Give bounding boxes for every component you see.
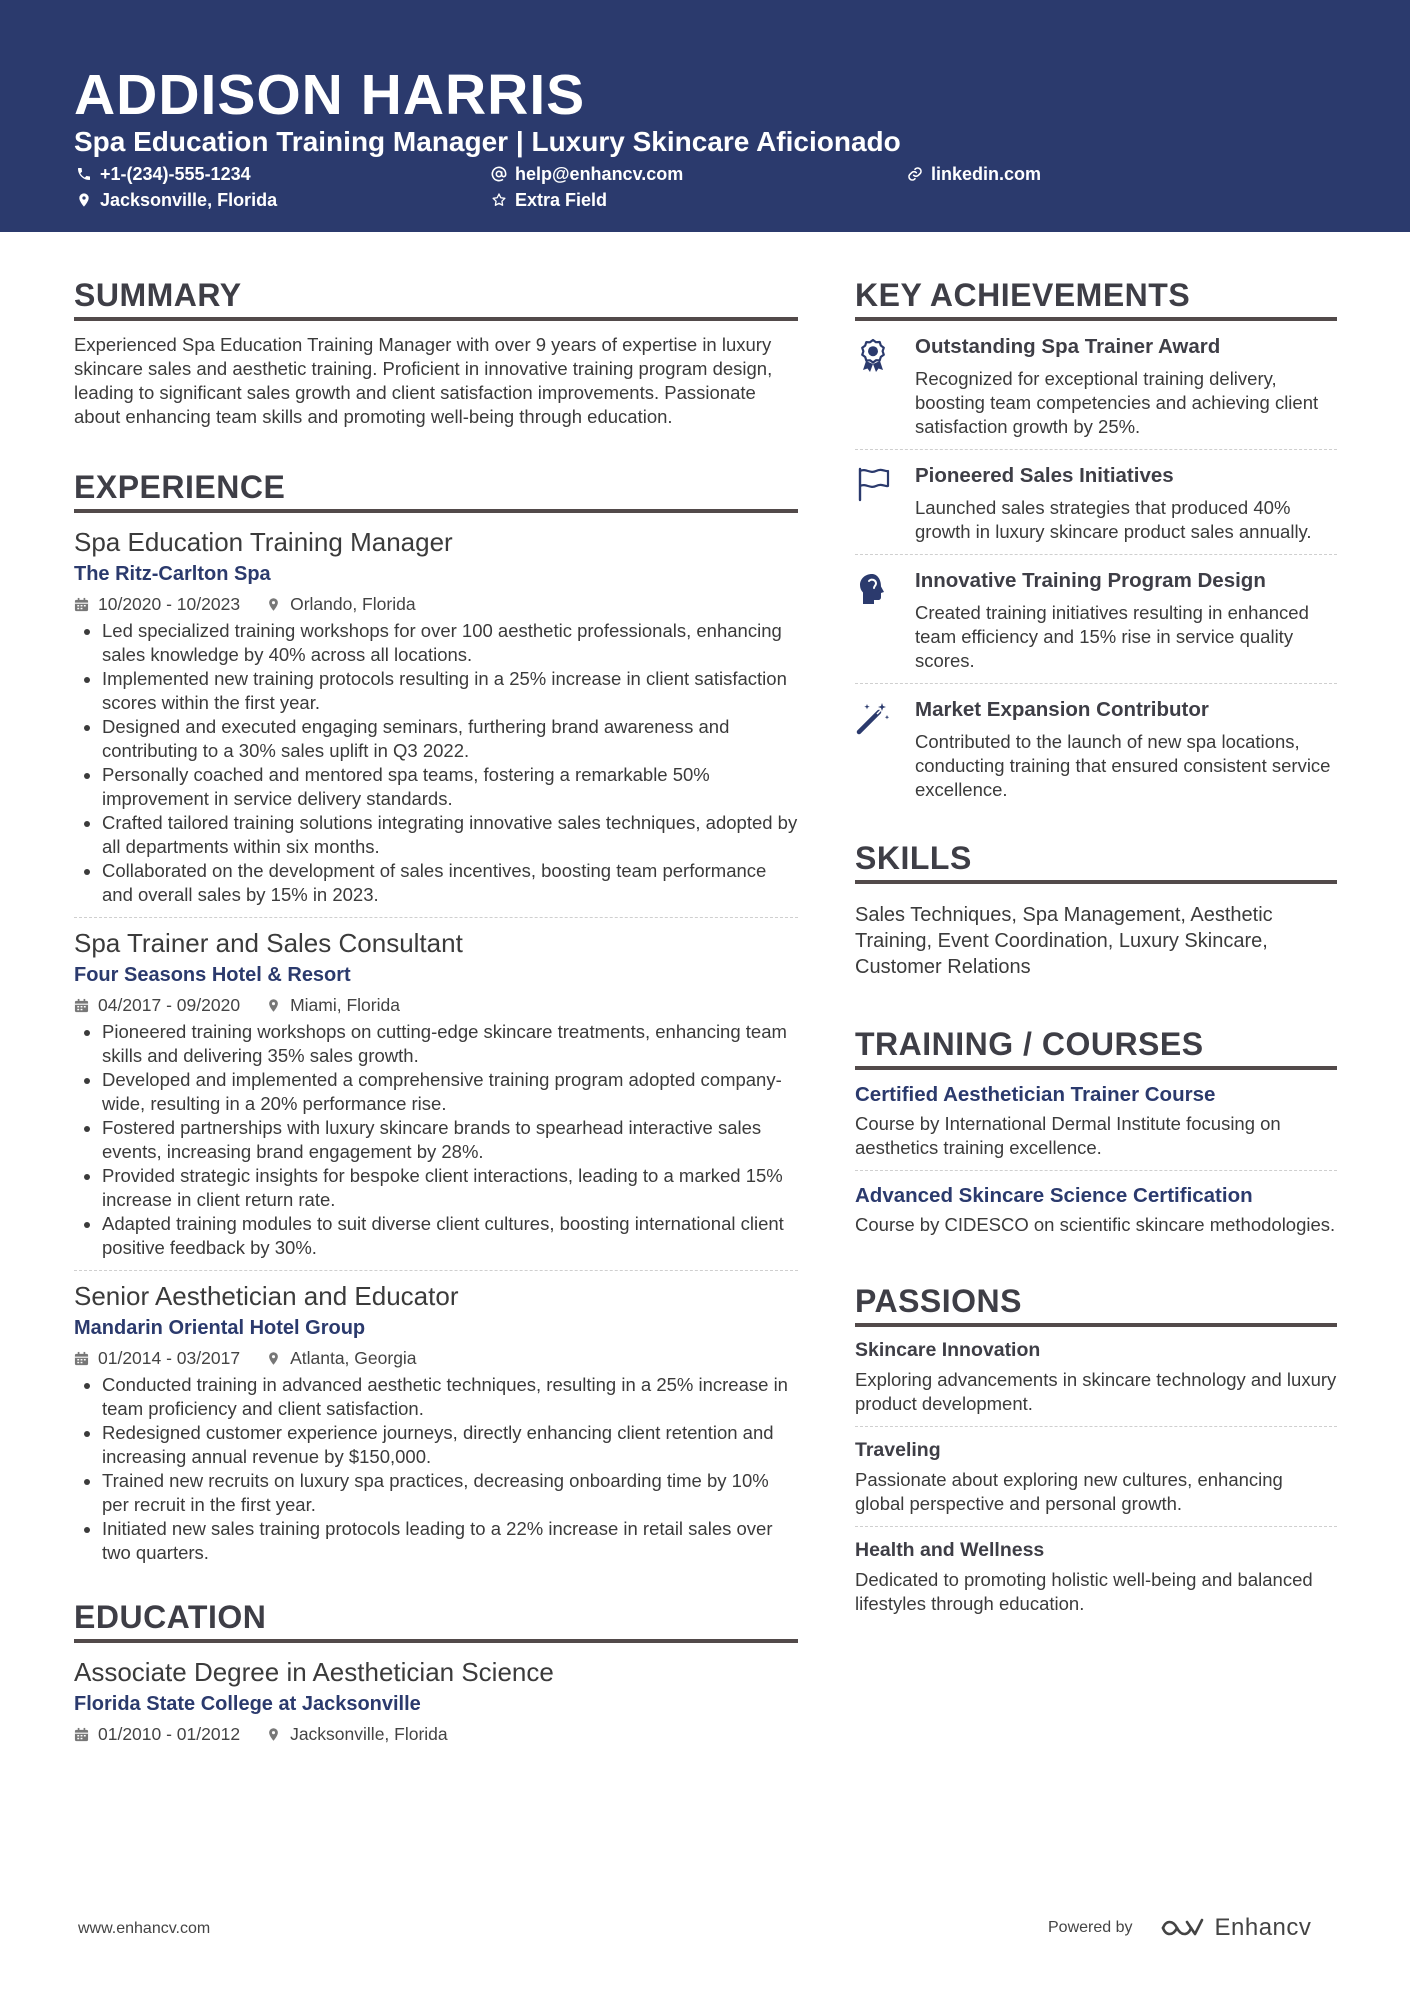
achievement-item bbox=[855, 462, 1337, 544]
passion-description: Dedicated to promoting holistic well-being and balanced lifestyles through education. bbox=[855, 1569, 1313, 1614]
passion-title: Traveling bbox=[855, 1439, 941, 1461]
bullet-item: • Designed and executed engaging seminars, furthering brand awareness and contributing to a 30% sales uplift in Q3 2022. bbox=[102, 715, 798, 763]
bullet-item: • Redesigned customer experience journeys, directly enhancing client retention and increasing annual revenue by $150,000. bbox=[102, 1421, 798, 1469]
linkedin-contact[interactable] bbox=[907, 163, 1041, 185]
left-column bbox=[74, 275, 798, 1745]
education-dates: 01/2010 - 01/2012 bbox=[98, 1724, 241, 1744]
job-title: Senior Aesthetician and Educator bbox=[74, 1281, 459, 1311]
job-dates: 04/2017 - 09/2020 bbox=[98, 995, 241, 1015]
company-name: Mandarin Oriental Hotel Group bbox=[74, 1317, 366, 1339]
bullet-item: • Personally coached and mentored spa teams, fostering a remarkable 50% improvement in service delivery standards. bbox=[102, 763, 798, 811]
job-bullets bbox=[74, 619, 798, 907]
achievement-item bbox=[855, 567, 1337, 673]
education-heading: EDUCATION bbox=[74, 1597, 798, 1643]
entry-divider bbox=[855, 683, 1337, 684]
enhancv-logo-icon bbox=[1159, 1916, 1205, 1940]
achievements-heading: KEY ACHIEVEMENTS bbox=[855, 275, 1337, 321]
company-name: Four Seasons Hotel & Resort bbox=[74, 964, 351, 986]
powered-by-label: Powered by bbox=[1048, 1919, 1133, 1936]
entry-divider bbox=[855, 1170, 1337, 1171]
entry-divider bbox=[74, 917, 798, 918]
job-title: Spa Trainer and Sales Consultant bbox=[74, 928, 463, 958]
bullet-item: • Adapted training modules to suit diverse client cultures, boosting international client positive feedback by 30%. bbox=[102, 1212, 798, 1260]
skills-list: Sales Techniques, Spa Management, Aesthetic Training, Event Coordination, Luxury Skincare, Customer Relations bbox=[855, 904, 1273, 978]
summary-text: Experienced Spa Education Training Manager with over 9 years of expertise in luxury skincare sales and aesthetic training. Proficient in innovative training program design, leading to significant sales growth and client satisfaction improvements. Passionate about enhancing team skills and promoting well-being through education. bbox=[74, 334, 773, 427]
location-pin-icon bbox=[266, 998, 281, 1013]
email-contact[interactable] bbox=[491, 163, 683, 185]
bullet-item: • Provided strategic insights for bespoke client interactions, leading to a marked 15% increase in client return rate. bbox=[102, 1164, 798, 1212]
education-meta bbox=[74, 1723, 798, 1745]
achievement-description: Contributed to the launch of new spa locations, conducting training that ensured consistent service excellence. bbox=[915, 731, 1331, 800]
phone-contact[interactable] bbox=[76, 163, 251, 185]
bullet-item: • Developed and implemented a comprehensive training program adopted company-wide, resulting in a 20% performance rise. bbox=[102, 1068, 798, 1116]
location-pin-icon bbox=[266, 1351, 281, 1366]
education-location: Jacksonville, Florida bbox=[290, 1724, 448, 1744]
flag-icon bbox=[855, 466, 891, 502]
school-name: Florida State College at Jacksonville bbox=[74, 1693, 421, 1715]
job-location: Orlando, Florida bbox=[290, 594, 416, 614]
course-title: Certified Aesthetician Trainer Course bbox=[855, 1083, 1216, 1106]
job-bullets bbox=[74, 1020, 798, 1260]
calendar-icon bbox=[74, 1351, 89, 1366]
experience-entry bbox=[74, 926, 798, 1260]
passions-heading: PASSIONS bbox=[855, 1281, 1337, 1327]
candidate-name: ADDISON HARRIS bbox=[74, 63, 586, 127]
course-item bbox=[855, 1082, 1337, 1160]
entry-divider bbox=[74, 1270, 798, 1271]
bullet-item: • Conducted training in advanced aesthetic techniques, resulting in a 25% increase in team proficiency and client satisfaction. bbox=[102, 1373, 798, 1421]
achievement-description: Created training initiatives resulting in enhanced team efficiency and 15% rise in service quality scores. bbox=[915, 602, 1309, 671]
passion-item bbox=[855, 1337, 1337, 1416]
job-meta bbox=[74, 593, 798, 615]
experience-heading: EXPERIENCE bbox=[74, 467, 798, 513]
link-icon bbox=[907, 166, 923, 182]
passion-item bbox=[855, 1437, 1337, 1516]
job-bullets bbox=[74, 1373, 798, 1565]
job-location: Atlanta, Georgia bbox=[290, 1348, 417, 1368]
bullet-item: • Trained new recruits on luxury spa practices, decreasing onboarding time by 10% per recruit in the first year. bbox=[102, 1469, 798, 1517]
achievement-title: Market Expansion Contributor bbox=[915, 698, 1209, 721]
course-title: Advanced Skincare Science Certification bbox=[855, 1184, 1253, 1207]
location-contact bbox=[76, 189, 277, 211]
course-item bbox=[855, 1183, 1337, 1237]
entry-divider bbox=[855, 554, 1337, 555]
company-name: The Ritz-Carlton Spa bbox=[74, 563, 271, 585]
course-description: Course by CIDESCO on scientific skincare methodologies. bbox=[855, 1214, 1336, 1235]
resume-header bbox=[0, 0, 1410, 232]
entry-divider bbox=[855, 449, 1337, 450]
job-location: Miami, Florida bbox=[290, 995, 400, 1015]
footer-website[interactable]: www.enhancv.com bbox=[78, 1920, 211, 1937]
calendar-icon bbox=[74, 1727, 89, 1742]
achievement-description: Launched sales strategies that produced 40% growth in luxury skincare product sales annually. bbox=[915, 497, 1312, 542]
brand-name[interactable]: Enhancv bbox=[1214, 1914, 1312, 1941]
achievement-item bbox=[855, 696, 1337, 802]
location-pin-icon bbox=[266, 597, 281, 612]
course-description: Course by International Dermal Institute focusing on aesthetics training excellence. bbox=[855, 1113, 1281, 1158]
extra-field-contact bbox=[491, 189, 607, 211]
passion-description: Exploring advancements in skincare technology and luxury product development. bbox=[855, 1369, 1337, 1414]
email-text: help@enhancv.com bbox=[515, 164, 684, 184]
bullet-item: • Led specialized training workshops for over 100 aesthetic professionals, enhancing sales knowledge by 40% across all locations. bbox=[102, 619, 798, 667]
job-title: Spa Education Training Manager bbox=[74, 527, 453, 557]
passion-title: Skincare Innovation bbox=[855, 1339, 1041, 1361]
experience-entry bbox=[74, 525, 798, 907]
bullet-item: • Implemented new training protocols resulting in a 25% increase in client satisfaction scores within the first year. bbox=[102, 667, 798, 715]
candidate-headline: Spa Education Training Manager | Luxury Skincare Aficionado bbox=[74, 126, 901, 157]
at-sign-icon bbox=[491, 166, 507, 182]
job-dates: 10/2020 - 10/2023 bbox=[98, 594, 241, 614]
achievement-title: Innovative Training Program Design bbox=[915, 569, 1266, 592]
phone-text: +1-(234)-555-1234 bbox=[100, 164, 251, 184]
right-column bbox=[855, 275, 1337, 1616]
job-dates: 01/2014 - 03/2017 bbox=[98, 1348, 241, 1368]
passion-title: Health and Wellness bbox=[855, 1539, 1045, 1561]
bullet-item: • Collaborated on the development of sales incentives, boosting team performance and overall sales by 15% in 2023. bbox=[102, 859, 798, 907]
education-entry bbox=[74, 1655, 798, 1745]
experience-entry bbox=[74, 1279, 798, 1565]
job-meta bbox=[74, 1347, 798, 1369]
footer-branding bbox=[1048, 1914, 1311, 1942]
calendar-icon bbox=[74, 998, 89, 1013]
phone-icon bbox=[76, 166, 92, 182]
passion-item bbox=[855, 1537, 1337, 1616]
bullet-item: • Pioneered training workshops on cutting-edge skincare treatments, enhancing team skills and delivering 35% sales growth. bbox=[102, 1020, 798, 1068]
location-pin-icon bbox=[266, 1727, 281, 1742]
location-text: Jacksonville, Florida bbox=[100, 190, 278, 210]
location-pin-icon bbox=[76, 192, 92, 208]
bullet-item: • Initiated new sales training protocols leading to a 22% increase in retail sales over two quarters. bbox=[102, 1517, 798, 1565]
achievement-item bbox=[855, 333, 1337, 439]
achievement-description: Recognized for exceptional training delivery, boosting team competencies and achieving client satisfaction growth by 25%. bbox=[915, 368, 1319, 437]
passion-description: Passionate about exploring new cultures, enhancing global perspective and personal growth. bbox=[855, 1469, 1283, 1514]
calendar-icon bbox=[74, 597, 89, 612]
achievement-title: Pioneered Sales Initiatives bbox=[915, 464, 1174, 487]
bullet-item: • Crafted tailored training solutions integrating innovative sales techniques, adopted by all departments within six months. bbox=[102, 811, 798, 859]
entry-divider bbox=[855, 1526, 1337, 1527]
magic-wand-icon bbox=[855, 700, 891, 736]
award-ribbon-icon bbox=[855, 337, 891, 373]
extra-field-text: Extra Field bbox=[515, 190, 608, 210]
head-profile-icon bbox=[855, 571, 891, 607]
entry-divider bbox=[855, 1426, 1337, 1427]
bullet-item: • Fostered partnerships with luxury skincare brands to spearhead interactive sales events, increasing brand engagement by 28%. bbox=[102, 1116, 798, 1164]
job-meta bbox=[74, 994, 798, 1016]
degree-title: Associate Degree in Aesthetician Science bbox=[74, 1657, 554, 1687]
summary-heading: SUMMARY bbox=[74, 275, 798, 321]
training-heading: TRAINING / COURSES bbox=[855, 1024, 1337, 1070]
achievement-title: Outstanding Spa Trainer Award bbox=[915, 335, 1221, 358]
linkedin-text: linkedin.com bbox=[931, 164, 1042, 184]
skills-heading: SKILLS bbox=[855, 838, 1337, 884]
star-icon bbox=[491, 192, 507, 208]
